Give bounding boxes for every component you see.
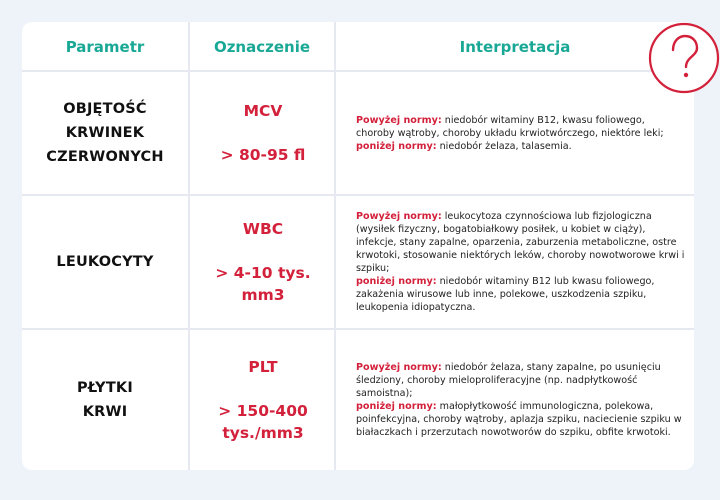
reference-range: > 80-95 fl [220, 146, 306, 164]
reference-range-unit: tys./mm3 [222, 424, 304, 442]
reference-range-unit: mm3 [241, 286, 285, 304]
above-norm-label: Powyżej normy: [356, 362, 442, 373]
below-norm-text: niedobór żelaza, talasemia. [436, 140, 572, 152]
above-norm-label: Powyżej normy: [356, 114, 442, 126]
reference-range: > 150-400 [218, 402, 308, 420]
row-mcv-parameter [22, 72, 188, 194]
abbreviation: PLT [248, 358, 278, 376]
row-mcv-code [190, 72, 336, 194]
param-line: PŁYTKI [77, 380, 133, 396]
below-norm-text: niedobór witaminy B12 lub kwasu foliowego, zakażenia wirusowe lub inne, polekowe, uszkodzenia szpiku, leukopenia idiopatyczna. [356, 276, 655, 313]
header-interpretacja: Interpretacja [459, 38, 571, 56]
below-norm-label: poniżej normy: [356, 401, 437, 412]
abbreviation: WBC [242, 220, 284, 238]
reference-range: > 4-10 tys. [215, 264, 311, 282]
above-norm-text: leukocytoza czynnościowa lub fizjologiczna (wysiłek fizyczny, bogatobiałkowy posiłek, u kobiet w ciąży), infekcje, stany zapalne, oparzenia, zaburzenia metaboliczne, ostre krwotoki, stosowanie niektórych leków, choroby nowotworowe krwi i szpiku; [356, 211, 685, 274]
header-parametr: Parametr [65, 38, 145, 56]
row-wbc-parameter [22, 196, 188, 328]
parameters-table [22, 22, 694, 470]
below-norm-label: poniżej normy: [356, 276, 437, 287]
above-norm-label: Powyżej normy: [356, 211, 442, 222]
header-oznaczenie: Oznaczenie [213, 38, 311, 56]
row-plt-interpretation [356, 330, 686, 470]
row-mcv-interpretation [356, 72, 686, 194]
below-norm-label: poniżej normy: [356, 140, 437, 152]
above-norm-text: niedobór żelaza, stany zapalne, po usunięciu śledziony, choroby mieloproliferacyjne (np. nadpłytkowość samoistna); [356, 362, 661, 399]
param-line: KRWI [82, 404, 128, 420]
abbreviation: MCV [243, 102, 283, 120]
row-plt-parameter [22, 330, 188, 470]
param-line: CZERWONYCH [46, 149, 164, 165]
param-line: OBJĘTOŚĆ [63, 101, 147, 117]
row-plt-code [190, 330, 336, 470]
param-line: LEUKOCYTY [56, 254, 154, 270]
row-wbc-interpretation [356, 196, 686, 328]
param-line: KRWINEK [65, 125, 145, 141]
below-norm-text: małopłytkowość immunologiczna, polekowa, poinfekcyjna, choroby wątroby, aplazja szpiku, naciecienie szpiku w białaczkach i przerzutach nowotworów do szpiku, obfite krwotoki. [356, 401, 682, 438]
above-norm-text: niedobór witaminy B12, kwasu foliowego, choroby wątroby, choroby układu krwiotwórczego, niektóre leki; [356, 114, 664, 139]
row-wbc-code [190, 196, 336, 328]
question-mark-icon [646, 20, 720, 98]
